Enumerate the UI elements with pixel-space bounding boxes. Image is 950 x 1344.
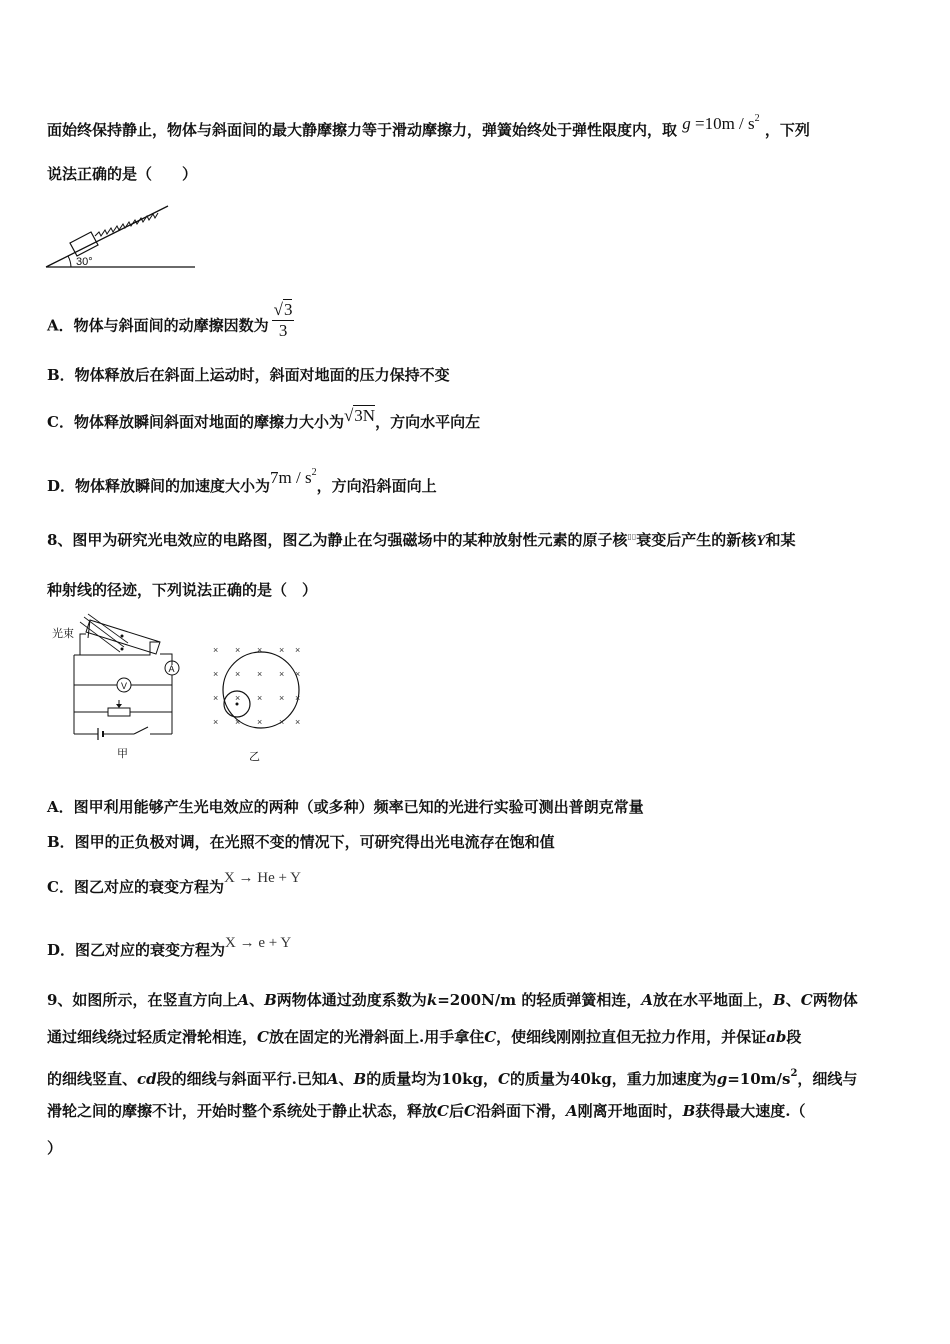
q7-option-a: A．物体与斜面间的动摩擦因数为 $\frac{√3}{3}$ — [47, 300, 293, 340]
svg-text:×: × — [213, 645, 219, 655]
q7-line1b: ，下列 — [764, 121, 810, 139]
rheostat — [108, 708, 130, 716]
q7-g-value: $g =10m / s^2$ — [682, 113, 760, 133]
q9-line2: 通过细线绕过轻质定滑轮相连，C放在固定的光滑斜面上.用手拿住C，使细线刚刚拉直但无拉力作用，并保证ab段 — [47, 1028, 802, 1046]
q9-line5: ） — [47, 1139, 63, 1157]
q8-circuit-figure — [50, 612, 190, 762]
light-beam-label: 光束 — [52, 628, 74, 640]
svg-text:×: × — [279, 645, 285, 655]
svg-text:×: × — [279, 693, 285, 703]
angle-label: 30° — [76, 256, 93, 268]
svg-text:×: × — [235, 717, 241, 727]
figure-jia-caption: 甲 — [117, 748, 128, 760]
q7-option-b: B．物体释放后在斜面上运动时，斜面对地面的压力保持不变 — [47, 366, 450, 384]
svg-text:×: × — [257, 717, 263, 727]
q7-option-a-fraction: $\frac{√3}{3}$ — [273, 300, 293, 340]
svg-text:×: × — [295, 669, 301, 679]
svg-text:×: × — [257, 669, 263, 679]
q9-line1: 9、如图所示，在竖直方向上A、B两物体通过劲度系数为k=200N/m 的轻质弹簧相连，A放在水平地面上，B、C两物体 — [47, 991, 858, 1009]
q8-option-b: B．图甲的正负极对调，在光照不变的情况下，可研究得出光电流存在饱和值 — [47, 833, 555, 851]
svg-text:×: × — [213, 669, 219, 679]
figure-yi-caption: 乙 — [249, 751, 260, 763]
svg-text:×: × — [213, 693, 219, 703]
q7-incline-figure — [44, 194, 199, 272]
q8-line1: 8、图甲为研究光电效应的电路图，图乙为静止在匀强磁场中的某种放射性元素的原子核▯▯衰变后产生的新核Y和某 — [47, 531, 796, 549]
svg-text:×: × — [235, 645, 241, 655]
q8-option-d-equation: X → e + Y — [225, 935, 292, 951]
switch — [134, 727, 148, 734]
q7-option-d: D．物体释放瞬间的加速度大小为$7m / s^2$，方向沿斜面向上 — [47, 467, 437, 495]
svg-text:×: × — [213, 717, 219, 727]
q8-magnetic-field-figure — [205, 640, 315, 765]
svg-text:×: × — [279, 669, 285, 679]
q8-option-d: D．图乙对应的衰变方程为X → e + Y — [47, 935, 292, 959]
q9-line3: 的细线竖直、cd段的细线与斜面平行.已知A、B的质量均为10kg，C的质量为40kg，重力加速度为$g=10m/s^2$，细线与 — [47, 1068, 858, 1088]
incline-surface — [46, 206, 168, 267]
q8-option-c: C．图乙对应的衰变方程为X → He + Y — [47, 870, 302, 896]
angle-arc — [68, 256, 71, 267]
field-crosses — [213, 645, 300, 727]
q8-option-c-equation: X → He + Y — [223, 870, 302, 886]
voltmeter-label: V — [121, 681, 128, 691]
q7-line1a: 面始终保持静止，物体与斜面间的最大静摩擦力等于滑动摩擦力，弹簧始终处于弹性限度内，取 — [47, 121, 678, 139]
svg-text:×: × — [257, 693, 263, 703]
q7-option-c: C．物体释放瞬间斜面对地面的摩擦力大小为√3N，方向水平向左 — [47, 406, 481, 431]
q8-line2: 种射线的径迹，下列说法正确的是（ ） — [47, 581, 318, 599]
svg-text:×: × — [235, 669, 241, 679]
q7-line2: 说法正确的是（ ） — [47, 165, 198, 183]
q9-line4: 滑轮之间的摩擦不计，开始时整个系统处于静止状态，释放C后C沿斜面下滑，A刚离开地面时，B获得最大速度.（ — [47, 1102, 806, 1120]
svg-text:×: × — [295, 717, 301, 727]
q8-option-a: A．图甲利用能够产生光电效应的两种（或多种）频率已知的光进行实验可测出普朗克常量 — [47, 798, 644, 816]
svg-text:×: × — [235, 693, 241, 703]
nucleus-symbol-placeholder: ▯▯ — [627, 531, 637, 541]
svg-text:×: × — [295, 645, 301, 655]
svg-text:×: × — [279, 717, 285, 727]
svg-text:×: × — [295, 693, 301, 703]
svg-text:×: × — [257, 645, 263, 655]
ammeter-label: A — [168, 664, 175, 674]
q7-line1 — [47, 115, 810, 140]
